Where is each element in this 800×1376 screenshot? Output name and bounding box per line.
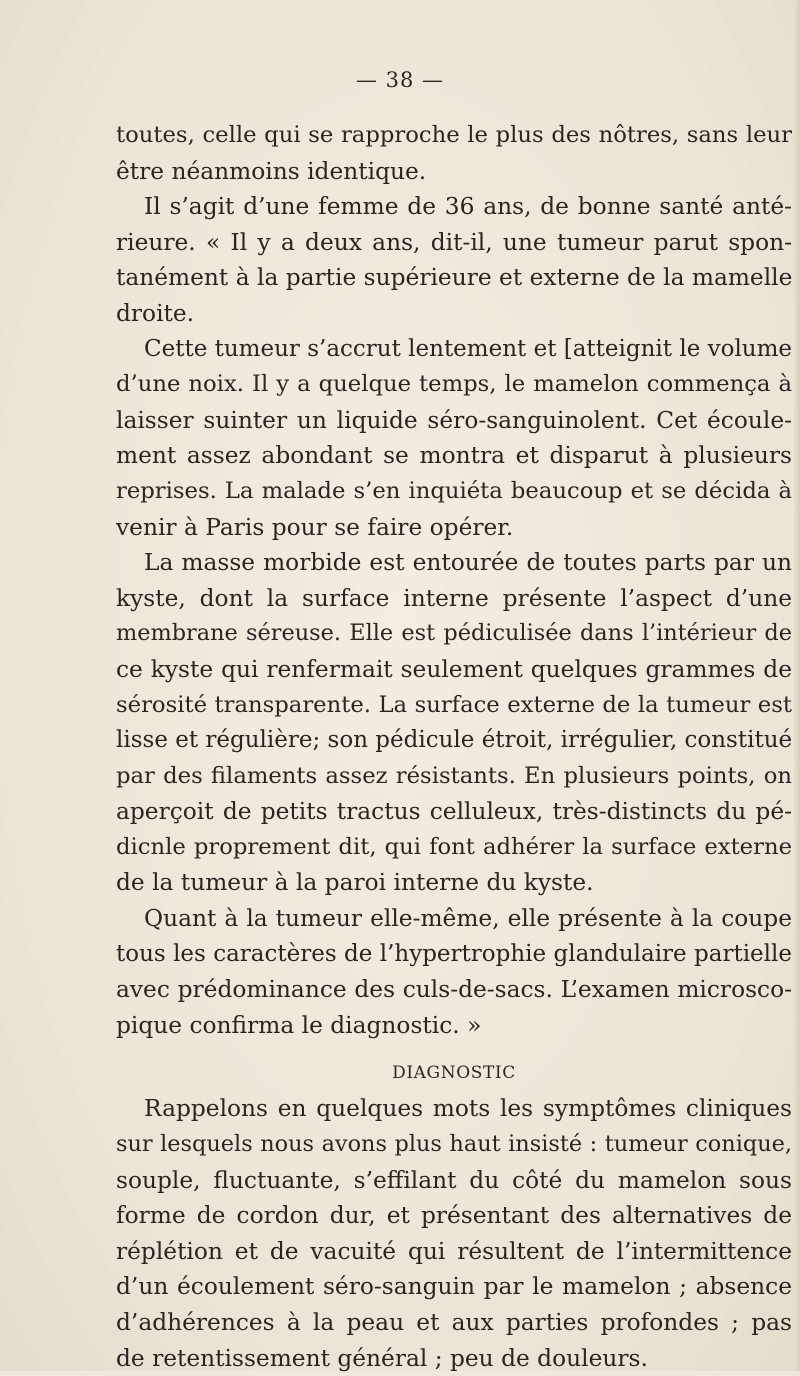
text-line: lisse et régulière; son pédicule étroit, irrégulier, constitué [116,727,793,754]
text-line: Quant à la tumeur elle-même, elle présente à la coupe [144,905,792,933]
text-line: sur lesquels nous avons plus haut insisté : tumeur conique, [116,1131,792,1158]
text-line: d’adhérences à la peau et aux parties profondes ; pas [116,1309,792,1336]
text-line: avec prédominance des culs-de-sacs. L’examen microsco- [116,976,792,1004]
section-heading: DIAGNOSTIC [392,1063,516,1084]
text-line: par des filaments assez résistants. En plusieurs points, on [116,762,792,789]
page-number: — 38 — [355,68,445,92]
text-line: de retentissement général ; peu de douleurs. [116,1344,648,1372]
text-line: tous les caractères de l’hypertrophie glandulaire partielle [116,940,792,967]
text-line: La masse morbide est entourée de toutes parts par un [144,549,792,577]
text-line: souple, fluctuante, s’effilant du côté du mamelon sous [116,1166,792,1194]
text-line: membrane séreuse. Elle est pédiculisée dans l’intérieur de [116,620,792,647]
text-line: ce kyste qui renfermait seulement quelques grammes de [116,655,792,683]
text-line: rieure. « Il y a deux ans, dit-il, une tumeur parut spon- [116,228,792,256]
text-line: laisser suinter un liquide séro-sanguinolent. Cet écoule- [116,406,792,434]
text-line: réplétion et de vacuité qui résultent de l’intermittence [116,1237,792,1265]
text-line: d’un écoulement séro-sanguin par le mamelon ; absence [116,1273,792,1301]
text-line: être néanmoins identique. [116,157,427,185]
text-line: toutes, celle qui se rapproche le plus des nôtres, sans leur [116,122,792,148]
text-line: Il s’agit d’une femme de 36 ans, de bonne santé anté- [144,193,792,221]
text-line: ment assez abondant se montra et disparut à plusieurs [116,442,792,470]
text-line: sérosité transparente. La surface externe de la tumeur est [116,691,792,718]
text-line: tanément à la partie supérieure et externe de la mamelle [116,264,793,292]
text-line: Rappelons en quelques mots les symptômes cliniques [144,1095,792,1123]
text-line: venir à Paris pour se faire opérer. [116,513,514,541]
text-line: de la tumeur à la paroi interne du kyste. [116,869,594,897]
text-line: dicnle proprement dit, qui font adhérer la surface externe [116,833,792,860]
text-line: kyste, dont la surface interne présente l’aspect d’une [116,584,792,612]
text-line: Cette tumeur s’accrut lentement et [atteignit le volume [144,335,793,362]
text-line: forme de cordon dur, et présentant des alternatives de [116,1202,792,1230]
text-line: aperçoit de petits tractus celluleux, très-distincts du pé- [116,798,792,826]
body-text [116,118,792,1376]
text-line: d’une noix. Il y a quelque temps, le mamelon commença à [116,371,792,398]
text-line: droite. [116,299,195,327]
text-line: reprises. La malade s’en inquiéta beaucoup et se décida à [116,477,792,504]
spacer [116,1043,792,1055]
page-edge [794,0,800,1371]
text-line: pique confirma le diagnostic. » [116,1011,482,1039]
